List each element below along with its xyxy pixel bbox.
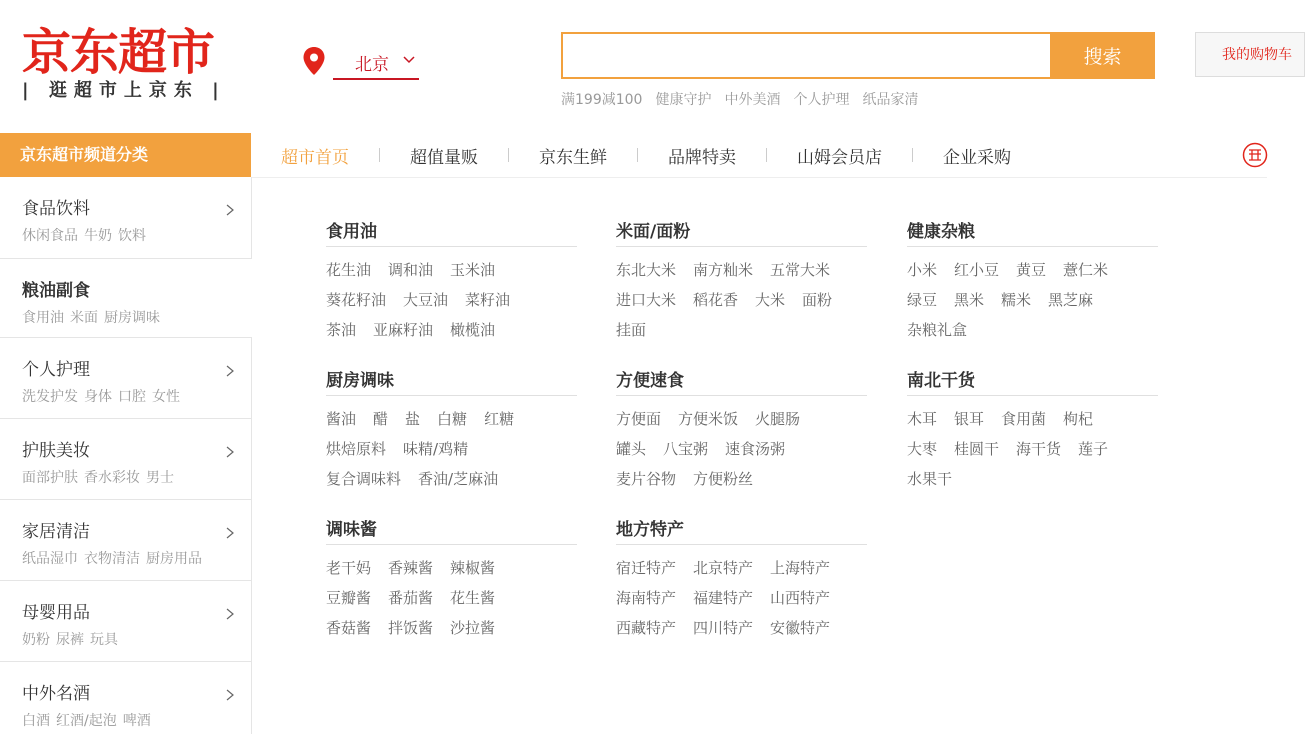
menu-group-rice-flour — [616, 177, 867, 339]
menu-group-title[interactable]: 米面/面粉 — [616, 217, 867, 247]
menu-link[interactable]: 辣椒酱 — [450, 559, 496, 577]
nav-sams-club[interactable]: 山姆会员店 — [797, 147, 882, 168]
menu-link[interactable]: 速食汤粥 — [725, 440, 786, 458]
menu-group-cooking-oil — [326, 177, 577, 339]
menu-column — [907, 177, 1158, 577]
menu-link[interactable]: 沙拉酱 — [450, 619, 496, 637]
menu-link[interactable]: 莲子 — [1078, 440, 1109, 458]
menu-link[interactable]: 面粉 — [802, 291, 833, 309]
menu-link[interactable]: 水果干 — [907, 470, 953, 488]
menu-link[interactable]: 方便米饭 — [678, 410, 739, 428]
menu-column — [326, 177, 577, 677]
menu-link[interactable]: 老干妈 — [326, 559, 372, 577]
menu-link[interactable]: 大枣 — [907, 440, 938, 458]
menu-group-sauces — [326, 475, 577, 637]
menu-row — [326, 408, 531, 429]
menu-link[interactable]: 酱油 — [326, 410, 357, 428]
nav-brand-sale[interactable]: 品牌特卖 — [668, 147, 736, 168]
sidebar-sub-link[interactable]: 牛奶 — [84, 228, 112, 244]
menu-row — [616, 289, 849, 310]
menu-group-local-specialty — [616, 475, 867, 637]
logo[interactable]: 京东超市 — [22, 24, 215, 81]
menu-link[interactable]: 方便粉丝 — [693, 470, 754, 488]
menu-link[interactable]: 福建特产 — [693, 589, 754, 607]
menu-link[interactable]: 绿豆 — [907, 291, 938, 309]
menu-link[interactable]: 黑芝麻 — [1048, 291, 1094, 309]
chevron-right-icon — [226, 608, 234, 620]
sidebar-item-subs — [22, 710, 157, 730]
menu-link[interactable]: 番茄酱 — [388, 589, 434, 607]
menu-link[interactable]: 安徽特产 — [770, 619, 831, 637]
location-selector[interactable] — [333, 48, 419, 80]
menu-link[interactable]: 西藏特产 — [616, 619, 677, 637]
chevron-right-icon — [226, 365, 234, 377]
menu-link[interactable]: 宿迁特产 — [616, 559, 677, 577]
nav-enterprise[interactable]: 企业采购 — [943, 147, 1011, 168]
menu-link[interactable]: 花生酱 — [450, 589, 496, 607]
nav-divider — [508, 148, 509, 162]
sidebar-sub-link[interactable]: 尿裤 — [56, 632, 84, 648]
menu-row — [616, 617, 847, 638]
main-nav — [281, 133, 1011, 177]
menu-link[interactable]: 五常大米 — [770, 261, 831, 279]
menu-link[interactable]: 山西特产 — [770, 589, 831, 607]
menu-group-title[interactable]: 地方特产 — [616, 515, 867, 545]
sidebar-item-subs — [22, 307, 166, 327]
menu-link[interactable]: 黑米 — [954, 291, 985, 309]
location-label: 北京 — [355, 55, 389, 75]
sidebar-item-grain-oil[interactable] — [0, 258, 252, 338]
chevron-right-icon — [226, 204, 234, 216]
logo-slogan: | 逛超市上京东 | — [22, 80, 226, 101]
menu-link[interactable]: 烘焙原料 — [326, 440, 387, 458]
sidebar-item-mother-baby[interactable] — [0, 581, 251, 661]
category-sidebar — [0, 177, 252, 734]
sidebar-sub-link[interactable]: 香水彩妆 — [84, 470, 140, 486]
menu-link[interactable]: 方便面 — [616, 410, 662, 428]
sidebar-sub-link[interactable]: 身体 — [84, 389, 112, 405]
chevron-down-icon — [403, 56, 415, 64]
sidebar-sub-link[interactable]: 奶粉 — [22, 632, 50, 648]
menu-group-dried-goods — [907, 326, 1158, 488]
sidebar-item-food-drink[interactable] — [0, 177, 251, 257]
menu-row — [616, 557, 847, 578]
menu-link[interactable]: 红小豆 — [954, 261, 1000, 279]
sidebar-sub-link[interactable]: 男士 — [146, 470, 174, 486]
menu-link[interactable]: 北京特产 — [693, 559, 754, 577]
menu-link[interactable]: 四川特产 — [693, 619, 754, 637]
menu-link[interactable]: 橄榄油 — [450, 321, 496, 339]
menu-row — [326, 438, 485, 459]
sidebar-item-personal-care[interactable] — [0, 338, 251, 418]
menu-link[interactable]: 海干货 — [1016, 440, 1062, 458]
menu-link[interactable]: 白糖 — [437, 410, 468, 428]
menu-link[interactable]: 挂面 — [616, 321, 647, 339]
sidebar-item-home-cleaning[interactable] — [0, 500, 251, 580]
menu-column — [616, 177, 867, 677]
menu-link[interactable]: 枸杞 — [1063, 410, 1094, 428]
sidebar-item-title: 粮油副食 — [22, 281, 90, 301]
location-pin-icon — [302, 46, 326, 80]
sidebar-item-subs — [22, 225, 152, 245]
menu-link[interactable]: 醋 — [373, 410, 389, 428]
sidebar-item-title: 食品饮料 — [22, 199, 90, 219]
menu-link[interactable]: 茶油 — [326, 321, 357, 339]
menu-link[interactable]: 黄豆 — [1016, 261, 1047, 279]
sidebar-item-title: 个人护理 — [22, 360, 90, 380]
sidebar-sub-link[interactable]: 玩具 — [90, 632, 118, 648]
menu-row — [326, 587, 512, 608]
menu-group-title[interactable]: 南北干货 — [907, 366, 1158, 396]
menu-link[interactable]: 麦片谷物 — [616, 470, 677, 488]
menu-group-title[interactable]: 调味酱 — [326, 515, 577, 545]
menu-group-title[interactable]: 食用油 — [326, 217, 577, 247]
sidebar-sub-link[interactable]: 红酒/起泡 — [56, 713, 117, 729]
menu-row — [907, 289, 1110, 310]
sidebar-sub-link[interactable]: 口腔 — [118, 389, 146, 405]
nav-divider — [379, 148, 380, 162]
menu-link[interactable]: 糯米 — [1001, 291, 1032, 309]
menu-row — [907, 408, 1110, 429]
stamp-badge-icon[interactable] — [1242, 142, 1268, 168]
menu-row — [326, 617, 512, 638]
sidebar-item-subs — [22, 467, 180, 487]
menu-link[interactable]: 味精/鸡精 — [403, 440, 469, 458]
category-header: 京东超市频道分类 — [0, 133, 251, 177]
menu-link[interactable]: 大米 — [755, 291, 786, 309]
menu-link[interactable]: 玉米油 — [450, 261, 496, 279]
search-input[interactable] — [561, 32, 1050, 79]
sidebar-sub-link[interactable]: 纸品湿巾 — [22, 551, 78, 567]
menu-link[interactable]: 食用菌 — [1001, 410, 1047, 428]
menu-row — [326, 289, 527, 310]
hot-word-link[interactable]: 纸品家清 — [862, 92, 919, 108]
menu-link[interactable]: 拌饭酱 — [388, 619, 434, 637]
sidebar-sub-link[interactable]: 食用油 — [22, 310, 64, 326]
menu-group-title[interactable]: 健康杂粮 — [907, 217, 1158, 247]
menu-link[interactable]: 菜籽油 — [465, 291, 511, 309]
menu-link[interactable]: 木耳 — [907, 410, 938, 428]
sidebar-sub-link[interactable]: 女性 — [152, 389, 180, 405]
sidebar-sub-link[interactable]: 饮料 — [118, 228, 146, 244]
nav-divider — [912, 148, 913, 162]
menu-link[interactable]: 亚麻籽油 — [373, 321, 434, 339]
menu-link[interactable]: 上海特产 — [770, 559, 831, 577]
menu-link[interactable]: 薏仁米 — [1063, 261, 1109, 279]
menu-link[interactable]: 罐头 — [616, 440, 647, 458]
menu-row — [616, 587, 847, 608]
sidebar-sub-link[interactable]: 啤酒 — [122, 713, 151, 729]
sidebar-sub-link[interactable]: 厨房调味 — [104, 310, 160, 326]
sidebar-item-title: 中外名酒 — [22, 684, 90, 704]
sidebar-item-title: 母婴用品 — [22, 603, 90, 623]
menu-link[interactable]: 香油/芝麻油 — [418, 470, 499, 488]
hot-word-link[interactable]: 满199减100 — [561, 92, 643, 108]
menu-link[interactable]: 八宝粥 — [663, 440, 709, 458]
sidebar-sub-link[interactable]: 面部护肤 — [22, 470, 78, 486]
menu-link[interactable]: 海南特产 — [616, 589, 677, 607]
menu-group-kitchen-seasoning — [326, 326, 577, 488]
menu-row — [907, 438, 1125, 459]
sidebar-item-subs — [22, 548, 208, 568]
menu-row — [326, 557, 512, 578]
sidebar-item-wine[interactable] — [0, 662, 251, 742]
menu-link[interactable]: 银耳 — [954, 410, 985, 428]
sidebar-sub-link[interactable]: 休闲食品 — [22, 228, 78, 244]
sidebar-item-skincare[interactable] — [0, 419, 251, 499]
sidebar-sub-link[interactable]: 米面 — [70, 310, 98, 326]
hot-word-link[interactable]: 中外美酒 — [724, 92, 781, 108]
menu-link[interactable]: 香菇酱 — [326, 619, 372, 637]
nav-divider — [766, 148, 767, 162]
menu-link[interactable]: 桂圆干 — [954, 440, 1000, 458]
menu-link[interactable]: 复合调味料 — [326, 470, 402, 488]
menu-row — [907, 259, 1125, 280]
sidebar-sub-link[interactable]: 衣物清洁 — [84, 551, 140, 567]
sidebar-item-title: 护肤美妆 — [22, 441, 90, 461]
chevron-right-icon — [226, 527, 234, 539]
nav-divider — [637, 148, 638, 162]
menu-row — [616, 438, 802, 459]
hot-word-link[interactable]: 个人护理 — [793, 92, 850, 108]
sidebar-item-subs — [22, 629, 124, 649]
sidebar-item-subs — [22, 386, 186, 406]
menu-link[interactable]: 香辣酱 — [388, 559, 434, 577]
nav-home[interactable]: 超市首页 — [281, 147, 349, 168]
menu-link[interactable]: 红糖 — [484, 410, 515, 428]
menu-link[interactable]: 豆瓣酱 — [326, 589, 372, 607]
chevron-right-icon — [226, 689, 234, 701]
menu-link[interactable]: 葵花籽油 — [326, 291, 387, 309]
sidebar-sub-link[interactable]: 白酒 — [22, 713, 50, 729]
sidebar-sub-link[interactable]: 洗发护发 — [22, 389, 78, 405]
menu-group-title[interactable]: 方便速食 — [616, 366, 867, 396]
sidebar-sub-link[interactable]: 厨房用品 — [146, 551, 202, 567]
menu-link[interactable]: 花生油 — [326, 261, 372, 279]
menu-link[interactable]: 东北大米 — [616, 261, 677, 279]
menu-link[interactable]: 稻花香 — [693, 291, 739, 309]
menu-link[interactable]: 大豆油 — [403, 291, 449, 309]
sidebar-item-title: 家居清洁 — [22, 522, 90, 542]
hot-search-words — [561, 89, 931, 109]
menu-link[interactable]: 调和油 — [388, 261, 434, 279]
menu-link[interactable]: 小米 — [907, 261, 938, 279]
menu-group-healthy-grains — [907, 177, 1158, 339]
nav-fresh[interactable]: 京东生鲜 — [539, 147, 607, 168]
chevron-right-icon — [226, 446, 234, 458]
menu-link[interactable]: 杂粮礼盒 — [907, 321, 968, 339]
menu-link[interactable]: 南方籼米 — [693, 261, 754, 279]
nav-value-bulk[interactable]: 超值量贩 — [410, 147, 478, 168]
menu-group-title[interactable]: 厨房调味 — [326, 366, 577, 396]
menu-row — [907, 468, 969, 489]
menu-group-instant-food — [616, 326, 867, 488]
menu-link[interactable]: 盐 — [405, 410, 421, 428]
menu-link[interactable]: 火腿肠 — [755, 410, 801, 428]
hot-word-link[interactable]: 健康守护 — [655, 92, 712, 108]
search-button[interactable]: 搜索 — [1050, 32, 1155, 79]
menu-row — [326, 259, 512, 280]
my-cart-button[interactable]: 我的购物车 — [1195, 32, 1305, 77]
menu-link[interactable]: 进口大米 — [616, 291, 677, 309]
menu-row — [616, 259, 847, 280]
menu-row — [616, 408, 817, 429]
